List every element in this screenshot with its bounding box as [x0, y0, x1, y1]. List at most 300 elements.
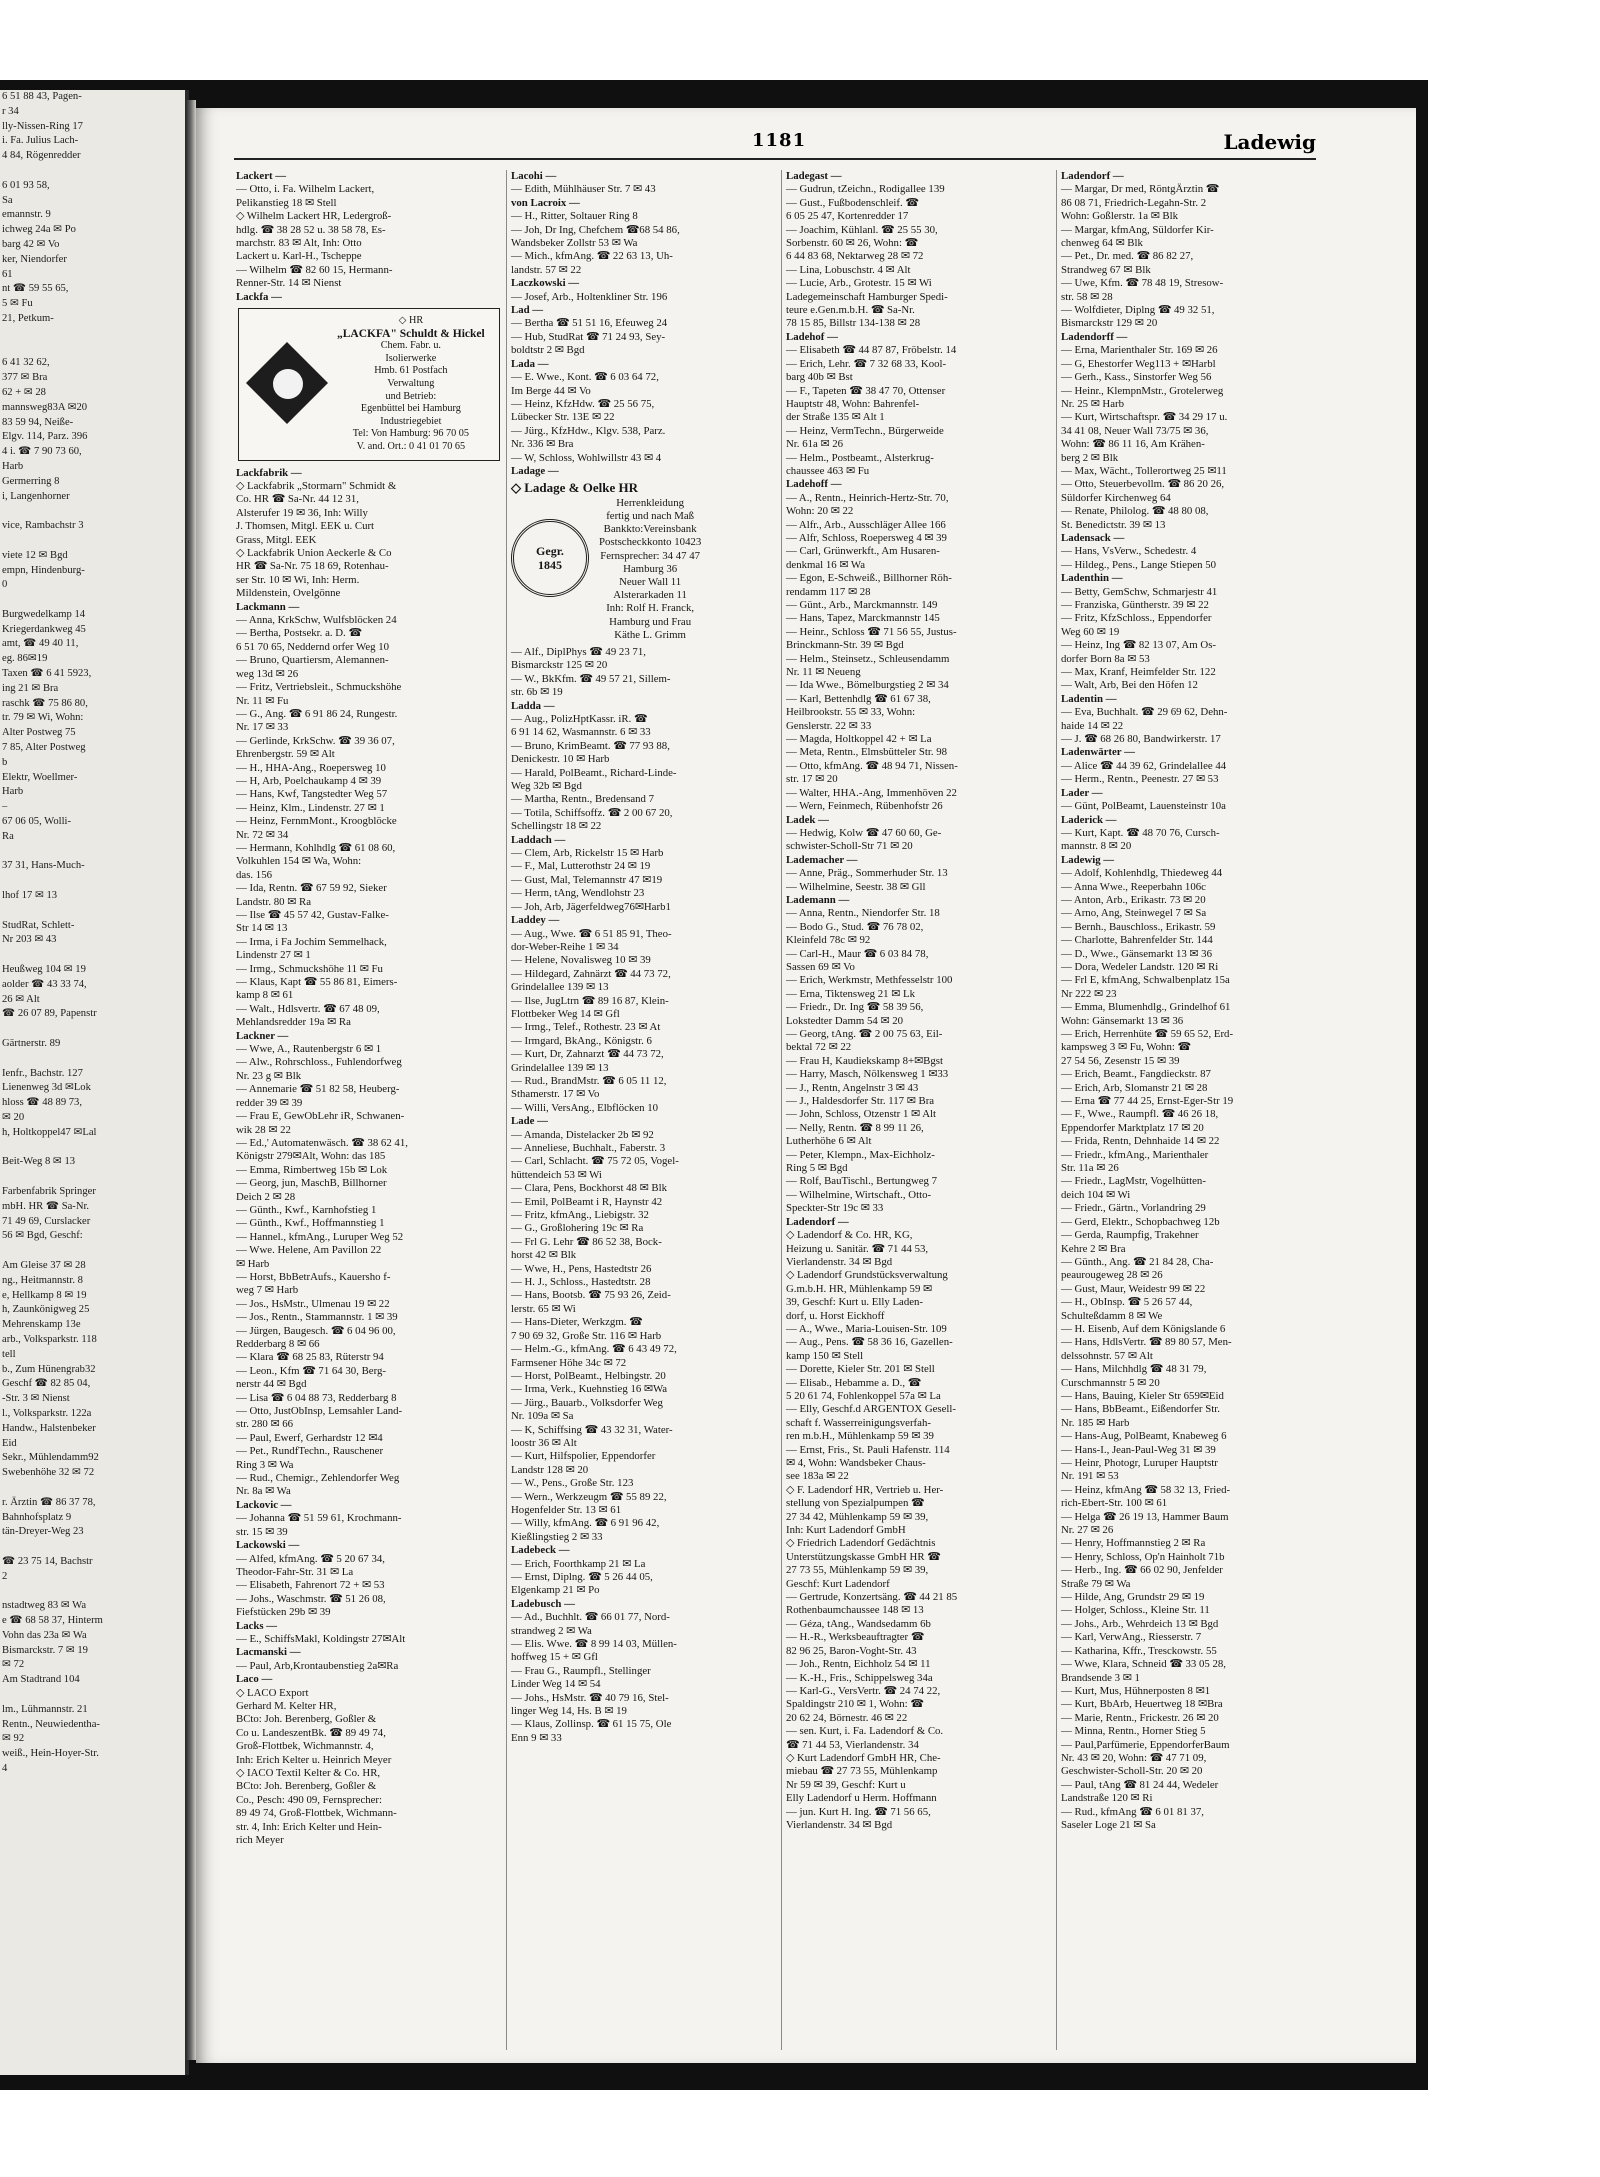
text-fragment: Sekr., Mühlendamm92 — [2, 1452, 99, 1464]
directory-entry-line: — Günt., Arb., Marckmannstr. 149 — [786, 599, 938, 611]
text-fragment: Handw., Halstenbeker — [2, 1422, 96, 1434]
text-fragment: -Str. 3 ✉ Nienst — [2, 1393, 70, 1405]
text-fragment: ☎ 23 75 14, Bachstr — [2, 1555, 93, 1567]
directory-entry-line: — H, Arb, Poelchaukamp 4 ✉ 39 — [236, 774, 382, 787]
directory-entry-line: — Erich, Werkmstr, Methfesselstr 100 — [786, 974, 953, 987]
surname-heading: Lackowski — — [236, 1539, 300, 1552]
directory-entry-line: Grindelallee 139 ✉ 13 — [511, 981, 609, 994]
directory-entry-line: — Wolfdieter, Diplng ☎ 49 32 51, — [1061, 304, 1215, 317]
directory-entry-line: — Kurt, Kapt. ☎ 48 70 76, Cursch- — [1061, 826, 1220, 839]
directory-entry-line: — Herm., Rentn., Peenestr. 27 ✉ 53 — [1061, 773, 1219, 786]
text-fragment: lly-Nissen-Ring 17 — [2, 120, 83, 132]
directory-entry-line: str. 6b ✉ 19 — [511, 686, 563, 699]
directory-entry-line: — Peter, Klempn., Max-Eichholz- — [786, 1148, 935, 1161]
entries-block — [511, 170, 777, 478]
directory-entry-line: ☎ 71 44 53, Vierlandenstr. 34 — [786, 1738, 919, 1751]
directory-entry-line: — J., Rentn, Angelnstr 3 ✉ 43 — [786, 1081, 919, 1094]
directory-entry-line: Geschwister-Scholl-Str. 20 ✉ 20 — [1061, 1765, 1203, 1778]
seal-year: 1845 — [538, 557, 562, 572]
directory-entry-line: 27 54 56, Zesenstr 15 ✉ 39 — [1061, 1054, 1180, 1067]
directory-entry-line: — Lina, Lobuschstr. 4 ✉ Alt — [786, 263, 911, 276]
directory-entry-line: — Erich, Foorthkamp 21 ✉ La — [511, 1557, 646, 1570]
text-fragment: Lienenweg 3d ✉Lok — [2, 1082, 91, 1094]
surname-heading: Ladendorff — — [1061, 330, 1128, 343]
directory-entry-line: delssohnstr. 57 ✉ Alt — [1061, 1349, 1153, 1362]
directory-entry-line: HR ☎ Sa-Nr. 75 18 69, Rotenhau- — [236, 560, 389, 573]
directory-entry-line: schaft f. Wasserreinigungsverfah- — [786, 1416, 931, 1429]
directory-entry-line: Wandsbeker Zollstr 53 ✉ Wa — [511, 237, 638, 250]
text-fragment: 2 — [2, 1570, 8, 1582]
directory-entry-line: loostr 36 ✉ Alt — [511, 1436, 577, 1449]
directory-entry-line: — Frau G., Raumpfl., Stellinger — [511, 1664, 651, 1677]
surname-heading: Ladentin — — [1061, 692, 1117, 705]
directory-entry-line: — Emma, Blumenhdlg., Grindelhof 61 — [1061, 1001, 1231, 1014]
directory-entry-line: Nr. 43 ✉ 20, Wohn: ☎ 47 71 09, — [1061, 1751, 1207, 1764]
header-rule — [234, 158, 1316, 160]
text-fragment — [0, 904, 185, 919]
directory-entry-line: — H. Eisenb, Auf dem Königslande 6 — [1061, 1322, 1226, 1335]
surname-heading: Ladage — — [511, 464, 559, 477]
text-fragment: Elgv. 114, Parz. 396 — [2, 431, 88, 443]
directory-entry-line: — Josef, Arb., Holtenkliner Str. 196 — [511, 290, 668, 303]
directory-entry-line: Nr. 25 ✉ Harb — [1061, 397, 1125, 410]
directory-entry-line: Strandweg 67 ✉ Blk — [1061, 263, 1151, 276]
directory-entry-line: — H., ObInsp. ☎ 5 26 57 44, — [1061, 1296, 1193, 1309]
surname-heading: Lacmanski — — [236, 1646, 301, 1659]
surname-heading: Lackfabrik — — [236, 466, 302, 479]
directory-entry-line: — Klaus, Zollinsp. ☎ 61 15 75, Ole — [511, 1718, 672, 1731]
directory-entry-line: — Helm., Postbeamt., Alsterkrug- — [786, 451, 934, 464]
founding-seal — [511, 519, 589, 597]
directory-entry-line: Bankkto:Vereinsbank — [603, 523, 697, 536]
surname-heading: Lackovic — — [236, 1498, 292, 1511]
directory-entry-line: — Hans, HdlsVertr. ☎ 89 80 57, Men- — [1061, 1336, 1232, 1349]
directory-entry-line: — Karl, VerwAng., Riesserstr. 7 — [1061, 1631, 1202, 1644]
directory-entry-line: 89 49 74, Groß-Flottbek, Wichmann- — [236, 1807, 397, 1820]
directory-entry-line: Egenbüttel bei Hamburg — [360, 403, 461, 415]
text-fragment: empn, Hindenburg- — [2, 564, 85, 576]
directory-entry-line: 6 05 25 47, Kortenredder 17 — [786, 210, 909, 223]
directory-entry-line: — Clem, Arb, Rickelstr 15 ✉ Harb — [511, 847, 664, 860]
directory-entry-line: — Friedr., kfmAng., Marienthaler — [1061, 1148, 1209, 1161]
directory-entry-line: — Max, Kranf, Heimfelder Str. 122 — [1061, 666, 1216, 679]
directory-entry-line: — Hans, Tapez, Marckmannstr 145 — [786, 612, 940, 625]
directory-entry-line: Nr. 191 ✉ 53 — [1061, 1470, 1119, 1483]
surname-heading: Ladebeck — — [511, 1544, 570, 1557]
surname-heading: Laddey — — [511, 914, 560, 927]
directory-entry-line: — Irmg., Schmuckshöhe 11 ✉ Fu — [236, 962, 383, 975]
text-fragment: Ienfr., Bachstr. 127 — [2, 1067, 83, 1079]
directory-entry-line: — Alice ☎ 44 39 62, Grindelallee 44 — [1061, 759, 1227, 772]
text-fragment: Sa — [2, 194, 13, 206]
surname-heading: Lackmann — — [236, 600, 300, 613]
directory-entry-line: — Bruno, KrimBeamt. ☎ 77 93 88, — [511, 739, 670, 752]
directory-entry-line: teure e.Gen.m.b.H. ☎ Sa-Nr. — [786, 304, 915, 317]
directory-entry-line: — Gerda, Raumpfig, Trakehner — [1061, 1229, 1199, 1242]
directory-entry-line: — Margar, Dr med, RöntgÄrztin ☎ — [1061, 183, 1220, 196]
text-fragment: tän-Dreyer-Weg 23 — [2, 1526, 84, 1538]
directory-entry-line: — John, Schloss, Otzenstr 1 ✉ Alt — [786, 1108, 937, 1121]
text-fragment — [0, 1540, 185, 1555]
directory-entry-line: — Leon., Kfm ☎ 71 64 30, Berg- — [236, 1364, 386, 1377]
directory-entry-line: ◇ Ladendorf & Co. HR, KG, — [786, 1229, 913, 1242]
directory-columns — [236, 170, 1326, 2050]
text-fragment — [0, 593, 185, 608]
surname-heading: Lacohi — — [511, 170, 557, 182]
directory-entry-line: — Bruno, Quartiersm, Alemannen- — [236, 654, 389, 667]
text-fragment: Ra — [2, 830, 14, 842]
text-fragment: 67 06 05, Wolli- — [2, 816, 71, 828]
directory-entry-line: — Irmgard, BkAng., Königstr. 6 — [511, 1034, 652, 1047]
directory-entry-line: Nr. 11 ✉ Fu — [236, 694, 289, 707]
directory-entry-line: — Günt, PolBeamt, Lauensteinstr 10a — [1061, 800, 1226, 813]
directory-entry-line: — Karl-G., VersVertr. ☎ 24 74 22, — [786, 1684, 941, 1697]
text-fragment: Vohn das 23a ✉ Wa — [2, 1629, 87, 1641]
directory-entry-line: 20 62 24, Börnestr. 46 ✉ 22 — [786, 1711, 908, 1724]
text-fragment: Am Stadtrand 104 — [2, 1674, 80, 1686]
directory-entry-line: — J., Haldesdorfer Str. 117 ✉ Bra — [786, 1095, 935, 1108]
directory-entry-line: Flottbeker Weg 14 ✉ Gfl — [511, 1007, 620, 1020]
directory-entry-line: — Anna Wwe., Reeperbahn 106c — [1061, 880, 1206, 893]
directory-entry-line: — Jürg., KfzHdw., Klgv. 538, Parz. — [511, 424, 666, 437]
directory-entry-line: Landstr 128 ✉ 20 — [511, 1463, 589, 1476]
directory-entry-line: — Ed.,' Automatenwäsch. ☎ 38 62 41, — [236, 1136, 408, 1149]
directory-entry-line: — Alfr, Schloss, Roepersweg 4 ✉ 39 — [786, 531, 947, 544]
page-number: 1181 — [752, 130, 807, 151]
directory-entry-line: — Anna, KrkSchw, Wulfsblöcken 24 — [236, 614, 397, 627]
text-fragment: 61 — [2, 268, 13, 280]
directory-entry-line: — Gust, Maur, Weidestr 99 ✉ 22 — [1061, 1282, 1206, 1295]
text-fragment: amt, ☎ 49 40 11, — [2, 638, 79, 650]
directory-entry-line: Nr. 23 g ✉ Blk — [236, 1069, 302, 1082]
directory-entry-line: BCto: Joh. Berenberg, Goßler & — [236, 1780, 377, 1793]
directory-entry-line: 27 73 55, Mühlenkamp 59 ✉ 39, — [786, 1564, 929, 1577]
directory-entry-line: — Hub, StudRat ☎ 71 24 93, Sey- — [511, 330, 666, 343]
text-fragment: vice, Rambachstr 3 — [2, 520, 84, 532]
directory-entry-line: ◇ Lackfabrik Union Aeckerle & Co — [236, 547, 392, 560]
directory-entry-line: 39, Geschf: Kurt u. Elly Laden- — [786, 1296, 924, 1309]
directory-entry-line: Renner-Str. 14 ✉ Nienst — [236, 277, 342, 290]
text-fragment: i. Fa. Julius Lach- — [2, 135, 79, 147]
text-fragment: Elektr, Woellmer- — [2, 771, 78, 783]
directory-entry-line: Nr. 27 ✉ 26 — [1061, 1524, 1114, 1537]
directory-entry-line: — Walter, HHA.-Ang, Immenhöven 22 — [786, 786, 957, 799]
directory-entry-line: Farmsener Höhe 34c ✉ 72 — [511, 1356, 627, 1369]
directory-entry-line: Theodor-Fahr-Str. 31 ✉ La — [236, 1565, 354, 1578]
directory-entry-line: 6 44 83 68, Nektarweg 28 ✉ 72 — [786, 250, 924, 263]
directory-entry-line: Nr. 61a ✉ 26 — [786, 438, 844, 451]
text-fragment: Alter Postweg 75 — [2, 727, 76, 739]
ladage-ad-head: ◇ Ladage & Oelke HR — [511, 480, 638, 496]
text-fragment: Taxen ☎ 6 41 5923, — [2, 668, 92, 680]
directory-entry-line: 78 15 85, Billstr 134-138 ✉ 28 — [786, 317, 921, 330]
directory-entry-line: Inh: Rolf H. Franck, — [606, 602, 695, 615]
ad-body — [337, 340, 485, 453]
directory-entry-line: see 183a ✉ 22 — [786, 1470, 849, 1483]
directory-entry-line: — Elisabeth ☎ 44 87 87, Fröbelstr. 14 — [786, 344, 957, 357]
directory-entry-line: — Ad., Buchhlt. ☎ 66 01 77, Nord- — [511, 1611, 670, 1624]
directory-entry-line: schwister-Scholl-Str 71 ✉ 20 — [786, 840, 913, 853]
directory-column-4 — [1056, 170, 1327, 2050]
directory-entry-line: — Dora, Wedeler Landstr. 120 ✉ Ri — [1061, 960, 1219, 973]
text-fragment: arb., Volksparkstr. 118 — [2, 1333, 97, 1345]
directory-entry-line: — Elisab., Hebamme a. D., ☎ — [786, 1376, 922, 1389]
directory-entry-line: — Walt, Arb, Bei den Höfen 12 — [1061, 679, 1198, 692]
directory-column-1 — [236, 170, 502, 2050]
directory-entry-line: Alsterarkaden 11 — [613, 589, 687, 602]
surname-heading: Lader — — [1061, 786, 1103, 799]
text-fragment: 6 01 93 58, — [2, 179, 50, 191]
surname-heading: Ladewig — — [1061, 853, 1115, 866]
surname-heading: Ladensack — — [1061, 531, 1125, 544]
directory-entry-line: — Irma, i Fa Jochim Semmelhack, — [236, 935, 387, 948]
directory-column-3 — [781, 170, 1052, 2050]
directory-entry-line: — H. J., Schloss., Hastedtstr. 28 — [511, 1276, 651, 1289]
surname-heading: Ladegast — — [786, 170, 842, 182]
directory-entry-line: — Gerh., Kass., Sinstorfer Weg 56 — [1061, 371, 1212, 384]
text-fragment: Geschf ☎ 82 85 04, — [2, 1378, 91, 1390]
directory-entry-line: — Frida, Rentn, Dehnhaide 14 ✉ 22 — [1061, 1135, 1220, 1148]
ad-body — [599, 497, 701, 642]
directory-entry-line: — Heinr., KlempnMstr., Grotelerweg — [1061, 384, 1224, 397]
directory-entry-line: — Gerlinde, KrkSchw. ☎ 39 36 07, — [236, 734, 395, 747]
directory-entry-line: — Bernh., Bauschloss., Erikastr. 59 — [1061, 920, 1216, 933]
directory-entry-line: — Kurt, Wirtschaftspr. ☎ 34 29 17 u. — [1061, 411, 1228, 424]
text-fragment — [0, 1052, 185, 1067]
directory-entry-line: — Wilhelmine, Wirtschaft., Otto- — [786, 1188, 932, 1201]
directory-entry-line: — Gust., Fußbodenschleif. ☎ — [786, 196, 919, 209]
surname-heading: Lade — — [511, 1115, 548, 1128]
text-fragment — [0, 874, 185, 889]
directory-entry-line: Süldorfer Kirchenweg 64 — [1061, 491, 1171, 504]
text-fragment: tell — [2, 1348, 16, 1360]
text-fragment: Burgwedelkamp 14 — [2, 608, 86, 620]
text-fragment: tr. 79 ✉ Wi, Wohn: — [2, 712, 84, 724]
directory-entry-line: — Wern, Feinmech, Rübenhofstr 26 — [786, 800, 943, 813]
directory-entry-line: Co., Pesch: 490 09, Fernsprecher: — [236, 1793, 383, 1806]
surname-heading: Laco — — [236, 1673, 273, 1686]
text-fragment: b — [2, 756, 8, 768]
directory-entry-line: — Ida, Rentn. ☎ 67 59 92, Sieker — [236, 882, 387, 895]
text-fragment — [0, 1481, 185, 1496]
directory-entry-line: Ehrenbergstr. 59 ✉ Alt — [236, 748, 335, 761]
directory-entry-line: — W., BkKfm. ☎ 49 57 21, Sillem- — [511, 672, 671, 685]
directory-entry-line: — Frau H, Kaudiekskamp 8+✉Bgst — [786, 1054, 943, 1067]
directory-entry-line: marchstr. 83 ✉ Alt, Inh: Otto — [236, 237, 362, 250]
directory-entry-line: — Max, Wächt., Tollerortweg 25 ✉11 — [1061, 464, 1227, 477]
directory-entry-line: ren m.b.H., Mühlenkamp 59 ✉ 39 — [786, 1430, 934, 1443]
directory-entry-line: — Anna, Rentn., Niendorfer Str. 18 — [786, 907, 940, 920]
directory-entry-line: — F., Mal, Lutterothstr 24 ✉ 19 — [511, 860, 651, 873]
directory-entry-line: Wohn: Goßlerstr. 1a ✉ Blk — [1061, 210, 1179, 223]
directory-entry-line: — Bodo G., Stud. ☎ 76 78 02, — [786, 920, 924, 933]
surname-heading: Lada — — [511, 357, 549, 370]
directory-entry-line: Hmb. 61 Postfach — [374, 365, 448, 377]
text-fragment: Mehrenskamp 13e — [2, 1319, 81, 1331]
text-fragment — [0, 1244, 185, 1259]
directory-entry-line: — Jürgen, Baugesch. ☎ 6 04 96 00, — [236, 1324, 396, 1337]
directory-entry-line: horst 42 ✉ Blk — [511, 1249, 577, 1262]
directory-entry-line: — Johs., Waschmstr. ☎ 51 26 08, — [236, 1592, 386, 1605]
directory-entry-line: — Joh., Rentn, Eichholz 54 ✉ 11 — [786, 1658, 931, 1671]
text-fragment: h, Holtkoppel47 ✉Lal — [2, 1126, 97, 1138]
directory-entry-line: Linder Weg 14 ✉ 54 — [511, 1678, 601, 1691]
directory-entry-line: 34 41 08, Neuer Wall 73/75 ✉ 36, — [1061, 424, 1209, 437]
directory-entry-line: Inh: Erich Kelter u. Heinrich Meyer — [236, 1753, 392, 1766]
directory-entry-line: Weg 32b ✉ Bgd — [511, 780, 582, 793]
directory-entry-line: 82 96 25, Baron-Voght-Str. 43 — [786, 1644, 917, 1657]
directory-entry-line: Unterstützungskasse GmbH HR ☎ — [786, 1550, 941, 1563]
directory-entry-line: — Rud., kfmAng ☎ 6 01 81 37, — [1061, 1805, 1205, 1818]
directory-entry-line: Isolierwerke — [385, 352, 437, 364]
directory-entry-line: 6 91 14 62, Wasmannstr. 6 ✉ 33 — [511, 726, 651, 739]
directory-entry-line: Wohn: 20 ✉ 22 — [786, 505, 854, 518]
directory-entry-line: ◇ LACO Export — [236, 1686, 309, 1699]
directory-entry-line: 6 51 70 65, Neddernd orfer Weg 10 — [236, 640, 390, 653]
directory-entry-line: — Hilde, Ang, Grundstr 29 ✉ 19 — [1061, 1591, 1205, 1604]
directory-entry-line: — Nelly, Rentn. ☎ 8 99 11 26, — [786, 1121, 924, 1134]
text-fragment: – — [2, 801, 8, 813]
surname-heading: Ladendorf — — [1061, 170, 1124, 182]
directory-entry-line: — Hans, Bootsb. ☎ 75 93 26, Zeid- — [511, 1289, 671, 1302]
directory-entry-line: — Klaus, Kapt ☎ 55 86 81, Eimers- — [236, 976, 398, 989]
directory-entry-line: — Heinz, kfmAng ☎ 58 32 13, Fried- — [1061, 1483, 1231, 1496]
directory-entry-line: hoffweg 15 + ✉ Gfl — [511, 1651, 598, 1664]
text-fragment: 71 49 69, Curslacker — [2, 1215, 91, 1227]
directory-entry-line: — Günth., Ang. ☎ 21 84 28, Cha- — [1061, 1255, 1214, 1268]
directory-entry-line: — Ernst, Fris., St. Pauli Hafenstr. 114 — [786, 1443, 950, 1456]
directory-entry-line: Tel: Von Hamburg: 96 70 05 — [352, 428, 469, 440]
directory-entry-line: — Wilhelmine, Seestr. 38 ✉ Gll — [786, 880, 926, 893]
directory-entry-line: deich 104 ✉ Wi — [1061, 1188, 1131, 1201]
surname-heading: Lackner — — [236, 1029, 289, 1042]
seal-text: Gegr. — [536, 543, 564, 558]
directory-entry-line: — Totila, Schiffsoffz. ☎ 2 00 67 20, — [511, 806, 673, 819]
directory-entry-line: — Heinz, Ing ☎ 82 13 07, Am Os- — [1061, 639, 1216, 652]
directory-entry-line: — Wern., Werkzeugm ☎ 55 89 22, — [511, 1490, 667, 1503]
surname-heading: Lad — — [511, 304, 544, 317]
directory-entry-line: — Fritz, Vertriebsleit., Schmuckshöhe — [236, 681, 402, 694]
directory-entry-line: — K.-H., Fris., Schippelsweg 34a — [786, 1671, 933, 1684]
text-fragment: ☎ 26 07 89, Papenstr — [2, 1008, 97, 1020]
directory-entry-line: — Johanna ☎ 51 59 61, Krochmann- — [236, 1512, 402, 1525]
text-fragment: Germerring 8 — [2, 475, 60, 487]
directory-entry-line: Grass, Mitgl. EEK — [236, 533, 317, 546]
directory-entry-line: rich Meyer — [236, 1834, 284, 1847]
directory-entry-line: ◇ Friedrich Ladendorf Gedächtnis — [786, 1537, 936, 1550]
directory-entry-line: — Hedwig, Kolw ☎ 47 60 60, Ge- — [786, 826, 942, 839]
directory-entry-line: — Lucie, Arb., Grotestr. 15 ✉ Wi — [786, 277, 932, 290]
directory-entry-line: — Otto, JustObInsp, Lemsahler Land- — [236, 1405, 403, 1418]
text-fragment: ichweg 24a ✉ Po — [2, 224, 76, 236]
directory-entry-line: — Emma, Rimbertweg 15b ✉ Lok — [236, 1163, 388, 1176]
directory-entry-line: — Jürg., Bauarb., Volksdorfer Weg — [511, 1396, 663, 1409]
directory-entry-line: — Uwe, Kfm. ☎ 78 48 19, Stresow- — [1061, 277, 1224, 290]
directory-entry-line: — Hans, Milchhdlg ☎ 48 31 79, — [1061, 1363, 1207, 1376]
directory-entry-line: — G., Großlohering 19c ✉ Ra — [511, 1222, 644, 1235]
directory-entry-line: weg 7 ✉ Harb — [236, 1284, 299, 1297]
directory-entry-line: — Hans, Bauing, Kieler Str 659✉Eid — [1061, 1389, 1224, 1402]
directory-entry-line: — Alf., DiplPhys ☎ 49 23 71, — [511, 645, 646, 658]
directory-entry-line: Neuer Wall 11 — [619, 575, 682, 588]
surname-heading: Ladenthin — — [1061, 572, 1123, 585]
directory-entry-line: — Georg, jun, MaschB, Billhorner — [236, 1177, 387, 1190]
surname-heading: Lademann — — [786, 893, 850, 906]
directory-entry-line: Speckter-Str 19c ✉ 33 — [786, 1202, 884, 1215]
directory-entry-line: Landstraße 120 ✉ Ri — [1061, 1792, 1153, 1805]
directory-entry-line: — Harald, PolBeamt., Richard-Linde- — [511, 766, 677, 779]
directory-entry-line: — Eva, Buchhalt. ☎ 29 69 62, Dehn- — [1061, 706, 1228, 719]
entries-block — [511, 646, 777, 1745]
directory-entry-line: — H.-R., Werksbeauftragter ☎ — [786, 1631, 925, 1644]
directory-entry-line: Saseler Loge 21 ✉ Sa — [1061, 1818, 1156, 1831]
directory-entry-line: — Hans, BbBeamt., Eißendorfer Str. — [1061, 1403, 1220, 1416]
directory-entry-line: Groß-Flottbek, Wichmannstr. 4, — [236, 1740, 374, 1753]
directory-entry-line: Co. HR ☎ Sa-Nr. 44 12 31, — [236, 493, 359, 506]
entries-block — [236, 467, 502, 1848]
text-fragment: Nr 203 ✉ 43 — [2, 934, 57, 946]
directory-entry-line: — Betty, GemSchw, Schmarjestr 41 — [1061, 585, 1218, 598]
text-fragment — [0, 504, 185, 519]
directory-entry-line: Sorbenstr. 60 ✉ 26, Wohn: ☎ — [786, 237, 919, 250]
directory-entry-line: — Otto, i. Fa. Wilhelm Lackert, — [236, 183, 375, 196]
directory-entry-line: Im Berge 44 ✉ Vo — [511, 384, 591, 397]
directory-entry-line: lerstr. 65 ✉ Wi — [511, 1302, 576, 1315]
directory-entry-line: — Elisabeth, Fahrenort 72 + ✉ 53 — [236, 1579, 385, 1592]
directory-entry-line: — Edith, Mühlhäuser Str. 7 ✉ 43 — [511, 183, 656, 196]
left-page-fragment — [0, 90, 189, 2075]
directory-entry-line: — Hans, Kwf, Tangstedter Weg 57 — [236, 788, 388, 801]
directory-entry-line: 7 90 69 32, Große Str. 116 ✉ Harb — [511, 1329, 662, 1342]
text-fragment: barg 42 ✉ Vo — [2, 238, 60, 250]
text-fragment: r. Ärztin ☎ 86 37 78, — [2, 1496, 96, 1508]
directory-entry-line: — Kurt, Dr, Zahnarzt ☎ 44 73 72, — [511, 1048, 664, 1061]
directory-entry-line: haide 14 ✉ 22 — [1061, 719, 1124, 732]
text-fragment: 62 + ✉ 28 — [2, 386, 46, 398]
directory-entry-line: Käthe L. Grimm — [614, 628, 686, 641]
directory-entry-line: — Friedr., Gärtn., Vorlandring 29 — [1061, 1202, 1206, 1215]
directory-entry-line: — E., SchiffsMakl, Koldingstr 27✉Alt — [236, 1632, 406, 1645]
directory-entry-line: — Kurt, Hilfspolier, Eppendorfer — [511, 1450, 656, 1463]
directory-entry-line: Elgenkamp 21 ✉ Po — [511, 1584, 600, 1597]
directory-entry-line: — Wwe, Klara, Schneid ☎ 33 05 28, — [1061, 1658, 1226, 1671]
text-fragment: i, Langenhorner — [2, 490, 70, 502]
directory-entry-line: — Erich, Arb, Slomanstr 21 ✉ 28 — [1061, 1081, 1208, 1094]
text-fragment: Gärtnerstr. 89 — [2, 1038, 61, 1049]
directory-entry-line: — Dorette, Kieler Str. 201 ✉ Stell — [786, 1363, 935, 1376]
directory-entry-line: — Klara ☎ 68 25 83, Rüterstr 94 — [236, 1351, 384, 1364]
directory-entry-line: Lackert u. Karl-H., Tscheppe — [236, 250, 362, 263]
directory-entry-line: Str 14 ✉ 13 — [236, 922, 288, 935]
text-fragment: weiß., Hein-Hoyer-Str. — [2, 1748, 99, 1760]
directory-entry-line: — Aug., Pens. ☎ 58 36 16, Gazellen- — [786, 1336, 953, 1349]
directory-entry-line: — sen. Kurt, i. Fa. Ladendorf & Co. — [786, 1725, 944, 1738]
directory-entry-line: — Günth., Kwf., Hoffmannstieg 1 — [236, 1217, 385, 1230]
directory-entry-line: — Anton, Arb., Erikastr. 73 ✉ 20 — [1061, 893, 1206, 906]
directory-entry-line: J. Thomsen, Mitgl. EEK u. Curt — [236, 520, 375, 533]
entries-block — [1061, 170, 1327, 1832]
surname-heading: Ladek — — [786, 813, 829, 826]
text-fragment: nt ☎ 59 55 65, — [2, 283, 69, 295]
directory-entry-line: — Paul, tAng ☎ 81 24 44, Wedeler — [1061, 1778, 1219, 1791]
directory-entry-line: ◇ IACO Textil Kelter & Co. HR, — [236, 1767, 381, 1779]
directory-entry-line: — Georg, tAng. ☎ 2 00 75 63, Eil- — [786, 1028, 943, 1040]
text-fragment: Eid — [2, 1437, 17, 1449]
directory-entry-line: ◇ F. Ladendorf HR, Vertrieb u. Her- — [786, 1483, 944, 1496]
directory-entry-line: — Willi, VersAng., Elbflöcken 10 — [511, 1101, 659, 1114]
directory-entry-line: Landstr. 80 ✉ Ra — [236, 895, 312, 908]
directory-entry-line: dorf, u. Horst Eickhoff — [786, 1309, 885, 1322]
